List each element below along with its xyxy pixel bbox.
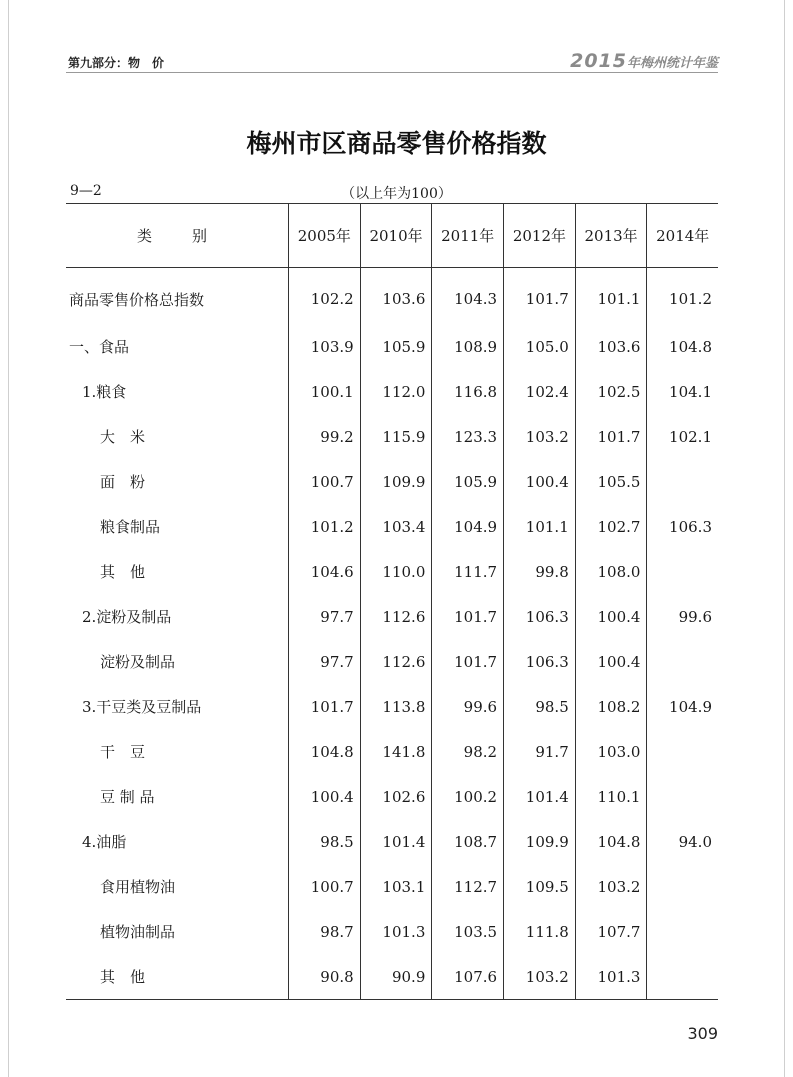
index-value-cell: 99.8 xyxy=(504,549,576,594)
index-value-cell: 94.0 xyxy=(647,819,718,864)
index-value-cell: 104.9 xyxy=(432,504,504,549)
index-value-cell: 102.6 xyxy=(360,774,432,819)
index-value-cell: 106.3 xyxy=(647,504,718,549)
index-value-cell: 103.2 xyxy=(575,864,647,909)
index-value-cell: 104.8 xyxy=(575,819,647,864)
table-row xyxy=(66,324,718,369)
index-value-cell: 99.6 xyxy=(647,594,718,639)
index-value-cell: 113.8 xyxy=(360,684,432,729)
index-value-cell: 115.9 xyxy=(360,414,432,459)
index-value-cell: 98.2 xyxy=(432,729,504,774)
index-value-cell: 106.3 xyxy=(504,594,576,639)
index-value-cell: 104.8 xyxy=(289,729,361,774)
index-value-cell: 109.5 xyxy=(504,864,576,909)
index-value-cell: 101.4 xyxy=(360,819,432,864)
index-value-cell: 112.6 xyxy=(360,639,432,684)
row-label: 一、食品 xyxy=(69,338,130,356)
table-row xyxy=(66,459,718,504)
index-value-cell: 108.9 xyxy=(432,324,504,369)
index-value-cell: 99.6 xyxy=(432,684,504,729)
index-value-cell: 102.7 xyxy=(575,504,647,549)
index-value-cell: 101.3 xyxy=(360,909,432,954)
index-value-cell: 141.8 xyxy=(360,729,432,774)
category-header: 类别 xyxy=(66,204,289,268)
index-value-cell: 103.5 xyxy=(432,909,504,954)
index-value-cell: 102.2 xyxy=(289,268,361,325)
year-header: 2013年 xyxy=(575,204,647,268)
index-value-cell xyxy=(647,729,718,774)
section-label: 第九部分：物 价 xyxy=(68,56,165,70)
index-value-cell: 100.7 xyxy=(289,864,361,909)
index-value-cell: 104.1 xyxy=(647,369,718,414)
index-value-cell: 101.7 xyxy=(432,594,504,639)
table-row xyxy=(66,594,718,639)
index-value-cell: 103.2 xyxy=(504,954,576,1000)
table-row xyxy=(66,684,718,729)
yearbook-year: 2015 xyxy=(570,50,627,72)
index-value-cell: 103.4 xyxy=(360,504,432,549)
row-label: 商品零售价格总指数 xyxy=(69,290,205,309)
base-note: （以上年为100） xyxy=(341,186,452,202)
row-label: 淀粉及制品 xyxy=(100,653,176,671)
index-value-cell: 103.6 xyxy=(575,324,647,369)
index-value-cell: 111.8 xyxy=(504,909,576,954)
index-value-cell: 108.2 xyxy=(575,684,647,729)
year-header: 2005年 xyxy=(289,204,361,268)
page-title: 梅州市区商品零售价格指数 xyxy=(246,129,547,158)
index-value-cell: 100.2 xyxy=(432,774,504,819)
index-value-cell: 101.7 xyxy=(504,268,576,325)
index-value-cell: 101.1 xyxy=(504,504,576,549)
index-value-cell: 100.4 xyxy=(575,639,647,684)
index-value-cell: 98.5 xyxy=(289,819,361,864)
index-value-cell: 123.3 xyxy=(432,414,504,459)
index-value-cell: 105.0 xyxy=(504,324,576,369)
index-value-cell: 101.7 xyxy=(289,684,361,729)
index-value-cell xyxy=(647,639,718,684)
index-value-cell: 110.0 xyxy=(360,549,432,594)
index-value-cell: 104.8 xyxy=(647,324,718,369)
table-row xyxy=(66,549,718,594)
index-value-cell: 112.6 xyxy=(360,594,432,639)
running-header xyxy=(66,50,718,73)
index-value-cell: 101.2 xyxy=(289,504,361,549)
table-row xyxy=(66,369,718,414)
index-value-cell: 102.4 xyxy=(504,369,576,414)
index-value-cell xyxy=(647,774,718,819)
index-value-cell: 100.4 xyxy=(504,459,576,504)
index-value-cell: 111.7 xyxy=(432,549,504,594)
index-value-cell: 101.4 xyxy=(504,774,576,819)
index-value-cell: 106.3 xyxy=(504,639,576,684)
row-label: 面 粉 xyxy=(100,473,146,491)
table-row xyxy=(66,268,718,325)
row-label: 干 豆 xyxy=(100,743,146,761)
index-value-cell: 97.7 xyxy=(289,594,361,639)
index-value-cell: 101.1 xyxy=(575,268,647,325)
row-label: 3.干豆类及豆制品 xyxy=(82,698,202,716)
index-value-cell: 105.9 xyxy=(432,459,504,504)
year-header: 2010年 xyxy=(360,204,432,268)
index-value-cell: 98.7 xyxy=(289,909,361,954)
index-value-cell: 100.4 xyxy=(289,774,361,819)
yearbook-name: 年梅州统计年鉴 xyxy=(626,56,718,71)
table-row xyxy=(66,639,718,684)
table-row xyxy=(66,909,718,954)
row-label: 豆 制 品 xyxy=(100,788,155,806)
row-label: 2.淀粉及制品 xyxy=(82,608,172,626)
row-label: 植物油制品 xyxy=(100,923,176,941)
index-value-cell: 100.7 xyxy=(289,459,361,504)
page-edge-right xyxy=(784,0,785,1077)
index-value-cell: 105.9 xyxy=(360,324,432,369)
table-row xyxy=(66,729,718,774)
index-value-cell: 101.7 xyxy=(575,414,647,459)
index-value-cell: 100.1 xyxy=(289,369,361,414)
table-row xyxy=(66,864,718,909)
row-label: 粮食制品 xyxy=(100,518,161,536)
index-value-cell: 100.4 xyxy=(575,594,647,639)
index-value-cell: 90.8 xyxy=(289,954,361,1000)
index-value-cell xyxy=(647,909,718,954)
index-value-cell: 104.9 xyxy=(647,684,718,729)
index-value-cell: 107.6 xyxy=(432,954,504,1000)
index-value-cell: 97.7 xyxy=(289,639,361,684)
price-index-table xyxy=(66,203,718,1000)
index-value-cell: 112.0 xyxy=(360,369,432,414)
index-value-cell xyxy=(647,459,718,504)
table-row xyxy=(66,954,718,1000)
index-value-cell: 102.1 xyxy=(647,414,718,459)
table-row xyxy=(66,504,718,549)
yearbook-label xyxy=(570,50,718,72)
index-value-cell: 103.9 xyxy=(289,324,361,369)
index-value-cell: 90.9 xyxy=(360,954,432,1000)
table-body xyxy=(66,268,718,1000)
row-label: 其 他 xyxy=(100,563,146,581)
index-value-cell xyxy=(647,864,718,909)
row-label: 食用植物油 xyxy=(100,878,176,896)
index-value-cell: 103.2 xyxy=(504,414,576,459)
index-value-cell xyxy=(647,549,718,594)
index-value-cell: 108.0 xyxy=(575,549,647,594)
index-value-cell: 104.3 xyxy=(432,268,504,325)
table-header-row xyxy=(66,204,718,268)
page-edge-left xyxy=(8,0,9,1077)
index-value-cell: 98.5 xyxy=(504,684,576,729)
index-value-cell: 109.9 xyxy=(504,819,576,864)
index-value-cell: 102.5 xyxy=(575,369,647,414)
index-value-cell: 101.2 xyxy=(647,268,718,325)
table-row xyxy=(66,414,718,459)
index-value-cell: 116.8 xyxy=(432,369,504,414)
index-value-cell: 104.6 xyxy=(289,549,361,594)
index-value-cell: 108.7 xyxy=(432,819,504,864)
index-value-cell: 91.7 xyxy=(504,729,576,774)
index-value-cell xyxy=(647,954,718,1000)
row-label: 大 米 xyxy=(100,428,146,446)
index-value-cell: 112.7 xyxy=(432,864,504,909)
table-row xyxy=(66,774,718,819)
index-value-cell: 110.1 xyxy=(575,774,647,819)
row-label: 1.粮食 xyxy=(82,383,127,401)
index-value-cell: 103.0 xyxy=(575,729,647,774)
year-header: 2014年 xyxy=(647,204,718,268)
index-value-cell: 103.1 xyxy=(360,864,432,909)
index-value-cell: 107.7 xyxy=(575,909,647,954)
index-value-cell: 99.2 xyxy=(289,414,361,459)
table-row xyxy=(66,819,718,864)
row-label: 其 他 xyxy=(100,968,146,986)
row-label: 4.油脂 xyxy=(82,833,127,851)
index-value-cell: 101.7 xyxy=(432,639,504,684)
year-header: 2012年 xyxy=(504,204,576,268)
table-number: 9—2 xyxy=(70,183,102,199)
page-number: 309 xyxy=(687,1024,718,1043)
index-value-cell: 101.3 xyxy=(575,954,647,1000)
index-value-cell: 109.9 xyxy=(360,459,432,504)
index-value-cell: 103.6 xyxy=(360,268,432,325)
index-value-cell: 105.5 xyxy=(575,459,647,504)
year-header: 2011年 xyxy=(432,204,504,268)
